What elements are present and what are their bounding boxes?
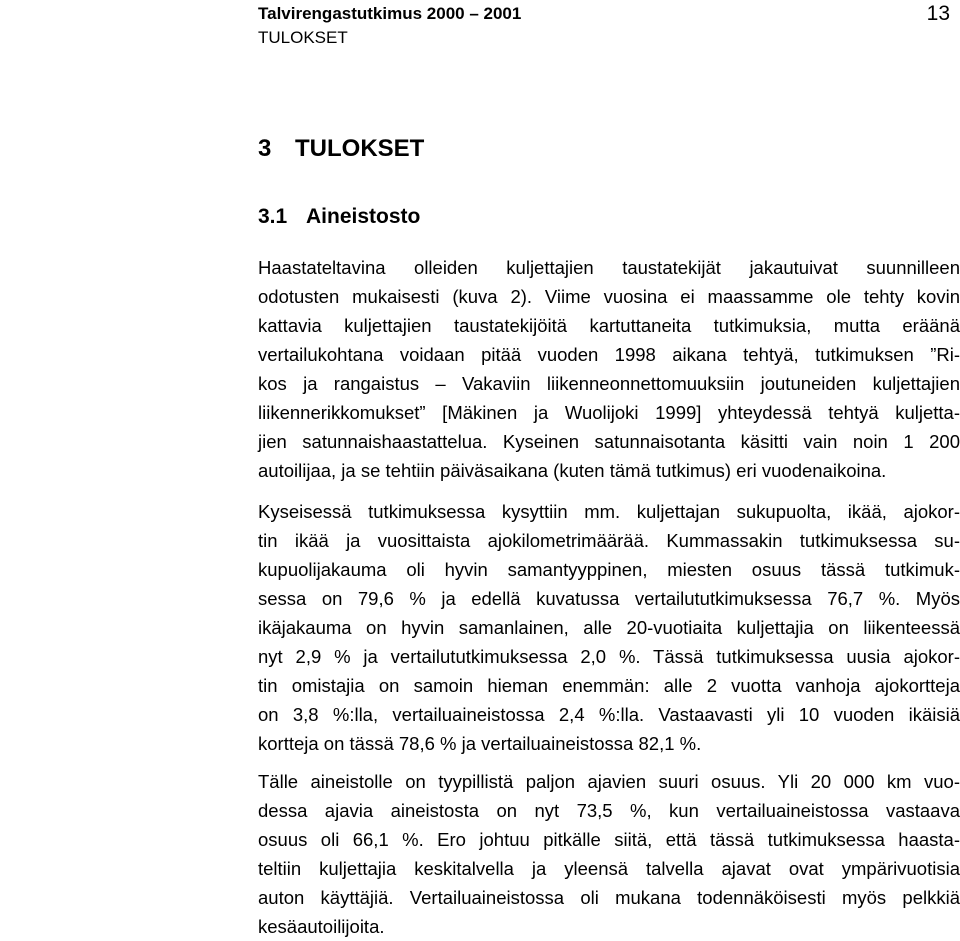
paragraph: [258, 253, 960, 485]
text-line: nyt 2,9 % ja vertailututkimuksessa 2,0 %. Tässä tutkimuksessa uusia ajokor-: [258, 646, 960, 667]
paragraph: [258, 767, 960, 941]
text-line: odotusten mukaisesti (kuva 2). Viime vuosina ei maassamme ole tehty kovin: [258, 286, 960, 307]
text-line: autoilijaa, ja se tehtiin päiväsaikana (kuten tämä tutkimus) eri vuodenaikoina.: [258, 460, 887, 481]
header-section-name: TULOKSET: [258, 28, 348, 47]
text-line: ikäjakauma on hyvin samanlainen, alle 20-vuotiaita kuljettajia on liikenteessä: [258, 617, 960, 638]
text-line: kattavia kuljettajien taustatekijöitä kartuttaneita tutkimuksia, mutta eräänä: [258, 315, 960, 336]
text-line: kos ja rangaistus – Vakaviin liikenneonnettomuuksiin joutuneiden kuljettajien: [258, 373, 960, 394]
text-line: vertailukohtana voidaan pitää vuoden 1998 aikana tehtyä, tutkimuksen ”Ri-: [258, 344, 960, 365]
text-line: kesäautoilijoita.: [258, 916, 385, 937]
chapter-heading: [258, 133, 424, 165]
text-line: auton käyttäjiä. Vertailuaineistossa oli mukana todennäköisesti myös pelkkiä: [258, 887, 960, 908]
running-header: [258, 2, 958, 50]
chapter-title: TULOKSET: [295, 135, 425, 162]
text-line: osuus oli 66,1 %. Ero johtuu pitkälle siitä, että tässä tutkimuksessa haasta-: [258, 829, 960, 850]
text-line: Tälle aineistolle on tyypillistä paljon ajavien suuri osuus. Yli 20 000 km vuo-: [258, 771, 960, 792]
header-title: Talvirengastutkimus 2000 – 2001: [258, 4, 522, 23]
text-line: Haastateltavina olleiden kuljettajien taustatekijät jakautuivat suunnilleen: [258, 257, 960, 278]
section-number: 3.1: [258, 205, 288, 228]
text-line: jien satunnaishaastattelua. Kyseinen satunnaisotanta käsitti vain noin 1 200: [258, 431, 960, 452]
text-line: sessa on 79,6 % ja edellä kuvatussa vertailututkimuksessa 76,7 %. Myös: [258, 588, 960, 609]
text-line: teltiin kuljettajia keskitalvella ja yleensä talvella ajavat ovat ympärivuotisia: [258, 858, 960, 879]
page-number: 13: [926, 2, 950, 25]
section-heading: [258, 203, 420, 231]
text-line: Kyseisessä tutkimuksessa kysyttiin mm. kuljettajan sukupuolta, ikää, ajokor-: [258, 501, 960, 522]
text-line: on 3,8 %:lla, vertailuaineistossa 2,4 %:lla. Vastaavasti yli 10 vuoden ikäisiä: [258, 704, 960, 725]
text-line: liikennerikkomukset” [Mäkinen ja Wuolijoki 1999] yhteydessä tehtyä kuljetta-: [258, 402, 960, 423]
chapter-number: 3: [258, 135, 272, 162]
text-line: kortteja on tässä 78,6 % ja vertailuaineistossa 82,1 %.: [258, 733, 702, 754]
text-line: kupuolijakauma oli hyvin samantyyppinen, miesten osuus tässä tutkimuk-: [258, 559, 960, 580]
text-line: tin ikää ja vuosittaista ajokilometrimäärää. Kummassakin tutkimuksessa su-: [258, 530, 960, 551]
text-line: tin omistajia on samoin hieman enemmän: alle 2 vuotta vanhoja ajokortteja: [258, 675, 960, 696]
paragraph: [258, 497, 960, 758]
text-line: dessa ajavia aineistosta on nyt 73,5 %, kun vertailuaineistossa vastaava: [258, 800, 960, 821]
section-title: Aineistosto: [306, 205, 421, 228]
